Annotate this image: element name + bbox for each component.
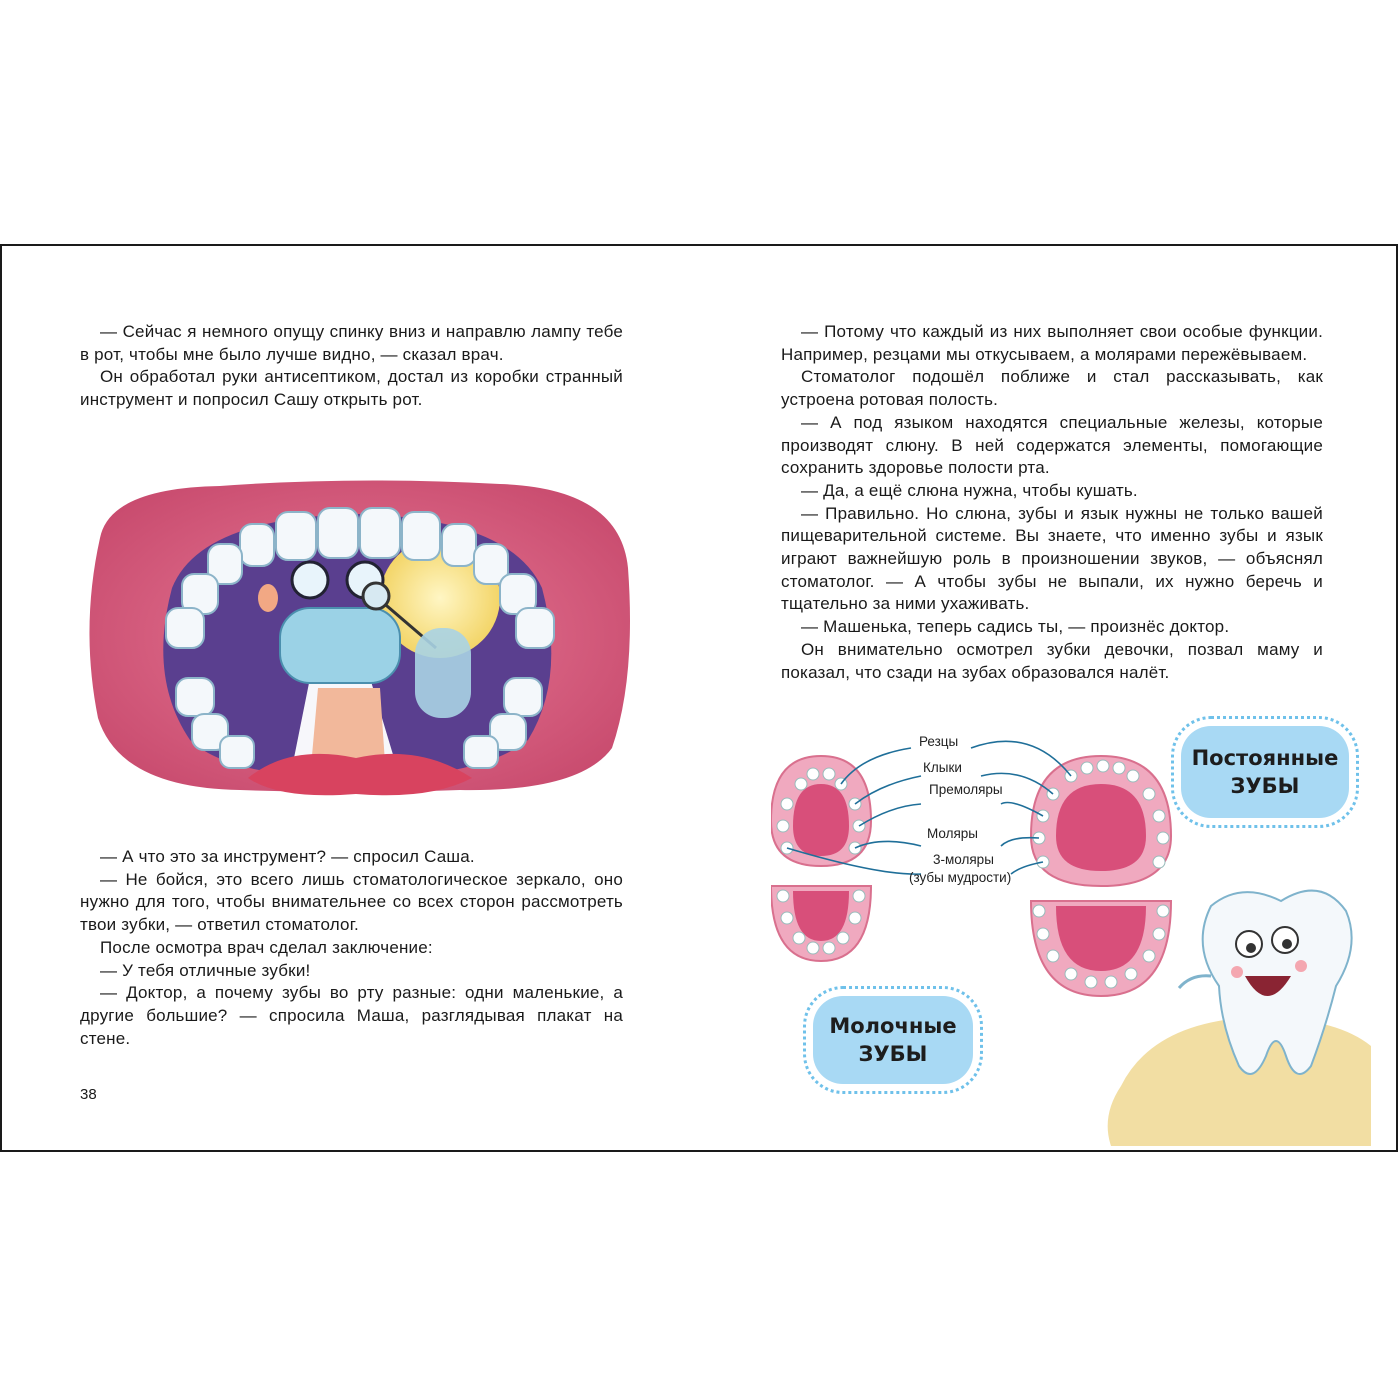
paragraph: Он внимательно осмотрел зубки девочки, позвал маму и показал, что сзади на зубах образовался налёт. bbox=[781, 639, 1323, 682]
teeth-diagram bbox=[771, 726, 1371, 1146]
left-page bbox=[2, 246, 701, 1150]
badge-line: ЗУБЫ bbox=[858, 1042, 928, 1066]
label-canines: Клыки bbox=[923, 760, 962, 775]
page-number: 38 bbox=[80, 1086, 97, 1103]
badge-line: Постоянные bbox=[1191, 746, 1339, 770]
paragraph: — Машенька, теперь садись ты, — произнёс доктор. bbox=[801, 617, 1230, 637]
paragraph: — Сейчас я немного опущу спинку вниз и направлю лампу тебе в рот, чтобы мне было лучше видно, — сказал врач. bbox=[80, 322, 623, 364]
badge-permanent-teeth bbox=[1181, 726, 1349, 818]
paragraph: После осмотра врач сделал заключение: bbox=[100, 937, 433, 957]
paragraph: — Правильно. Но слюна, зубы и язык нужны не только вашей пищеварительной системе. Вы знаете, что именно зубы и язык играют важнейшую роль в произношении звуков, — объяснял стоматолог. — А чтобы зубы не выпали, их нужно беречь и тщательно за ними ухаживать. bbox=[781, 503, 1323, 614]
paragraph: — А что это за инструмент? — спросил Саша. bbox=[100, 847, 475, 866]
badge-milk-teeth bbox=[813, 996, 973, 1084]
paragraph: — Потому что каждый из них выполняет свои особые функции. Например, резцами мы откусываем, а молярами пережёвываем. bbox=[781, 322, 1323, 364]
label-premolars: Премоляры bbox=[929, 782, 1003, 797]
open-mouth-illustration bbox=[80, 478, 632, 796]
permanent-lower-jaw bbox=[1031, 901, 1171, 996]
right-page bbox=[701, 246, 1400, 1150]
paragraph: Он обработал руки антисептиком, достал из коробки странный инструмент и попросил Сашу открыть рот. bbox=[80, 367, 623, 410]
label-wisdom-teeth: (зубы мудрости) bbox=[909, 870, 1012, 885]
left-text-top bbox=[80, 321, 623, 412]
right-text bbox=[781, 321, 1323, 684]
badge-line: Молочные bbox=[829, 1014, 957, 1038]
paragraph: — У тебя отличные зубки! bbox=[100, 960, 311, 980]
paragraph: — Не бойся, это всего лишь стоматологическое зеркало, оно нужно для того, чтобы внимательнее со всех сторон рассмотреть твои зубки, — ответил стоматолог. bbox=[80, 869, 623, 935]
label-third-molars: 3-моляры bbox=[933, 852, 994, 867]
left-text-bottom bbox=[80, 846, 623, 1050]
label-incisors: Резцы bbox=[919, 734, 959, 749]
label-molars: Моляры bbox=[927, 826, 979, 841]
paragraph: Стоматолог подошёл поближе и стал рассказывать, как устроена ротовая полость. bbox=[781, 367, 1323, 410]
paragraph: — А под языком находятся специальные железы, которые производят слюну. В ней содержатся элементы, помогающие сохранить здоровье полости рта. bbox=[781, 412, 1323, 478]
paragraph: — Доктор, а почему зубы во рту разные: одни маленькие, а другие большие? — спросила Маша, разглядывая плакат на стене. bbox=[80, 983, 623, 1048]
book-spread bbox=[0, 244, 1398, 1152]
paragraph: — Да, а ещё слюна нужна, чтобы кушать. bbox=[801, 480, 1138, 500]
permanent-upper-jaw bbox=[1031, 756, 1171, 886]
badge-line: ЗУБЫ bbox=[1230, 774, 1300, 798]
